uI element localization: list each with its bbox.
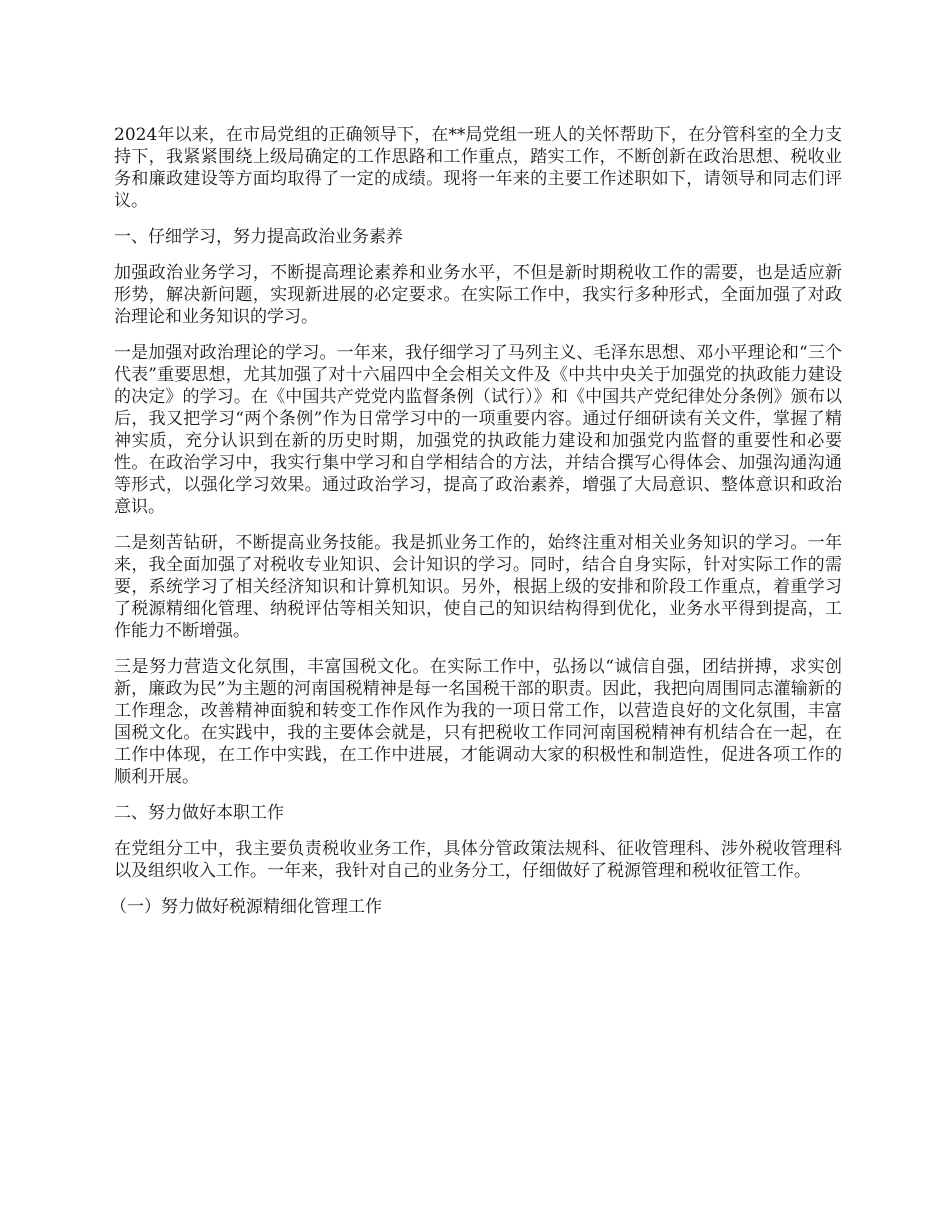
duties-overview-paragraph: 在党组分工中，我主要负责税收业务工作，具体分管政策法规科、征收管理科、涉外税收管理科以及组织收入工作。一年来，我针对自己的业务分工，仔细做好了税源管理和税收征管工作。 <box>114 839 842 881</box>
study-overview-paragraph: 加强政治业务学习，不断提高理论素养和业务水平，不但是新时期税收工作的需要，也是适应新形势，解决新问题，实现新进展的必定要求。在实际工作中，我实行多种形式，全面加强了对政治理论和业务知识的学习。 <box>114 263 842 327</box>
section-heading-duties: 二、努力做好本职工作 <box>114 803 284 823</box>
section-heading-study: 一、仔细学习，努力提高政治业务素养 <box>114 227 403 247</box>
document-page <box>110 124 842 932</box>
tax-culture-paragraph: 三是努力营造文化氛围，丰富国税文化。在实际工作中，弘扬以“诚信自强，团结拼搏，求实创新，廉政为民”为主题的河南国税精神是每一名国税干部的职责。因此，我把向周围同志灌输新的工作理念，改善精神面貌和转变工作作风作为我的一项日常工作，以营造良好的文化氛围，丰富国税文化。在实践中，我的主要体会就是，只有把税收工作同河南国税精神有机结合在一起，在工作中体现，在工作中实践，在工作中进展，才能调动大家的积极性和制造性，促进各项工作的顺利开展。 <box>114 657 842 787</box>
business-skills-paragraph: 二是刻苦钻研，不断提高业务技能。我是抓业务工作的，始终注重对相关业务知识的学习。一年来，我全面加强了对税收专业知识、会计知识的学习。同时，结合自身实际，针对实际工作的需要，系统学习了相关经济知识和计算机知识。另外，根据上级的安排和阶段工作重点，着重学习了税源精细化管理、纳税评估等相关知识，使自己的知识结构得到优化，业务水平得到提高，工作能力不断增强。 <box>114 533 842 641</box>
political-theory-paragraph: 一是加强对政治理论的学习。一年来，我仔细学习了马列主义、毛泽东思想、邓小平理论和“三个代表”重要思想，尤其加强了对十六届四中全会相关文件及《中共中央关于加强党的执政能力建设的决定》的学习。在《中国共产党党内监督条例（试行）》和《中国共产党纪律处分条例》颁布以后，我又把学习“两个条例”作为日常学习中的一项重要内容。通过仔细研读有关文件，掌握了精神实质，充分认识到在新的历史时期，加强党的执政能力建设和加强党内监督的重要性和必要性。在政治学习中，我实行集中学习和自学相结合的方法，并结合撰写心得体会、加强沟通沟通等形式，以强化学习效果。通过政治学习，提高了政治素养，增强了大局意识、整体意识和政治意识。 <box>114 343 842 517</box>
subsection-heading-tax-source: （一）努力做好税源精细化管理工作 <box>110 897 382 917</box>
intro-paragraph: 2024年以来，在市局党组的正确领导下，在**局党组一班人的关怀帮助下，在分管科室的全力支持下，我紧紧围绕上级局确定的工作思路和工作重点，踏实工作，不断创新在政治思想、税收业务和廉政建设等方面均取得了一定的成绩。现将一年来的主要工作述职如下，请领导和同志们评议。 <box>114 125 842 211</box>
